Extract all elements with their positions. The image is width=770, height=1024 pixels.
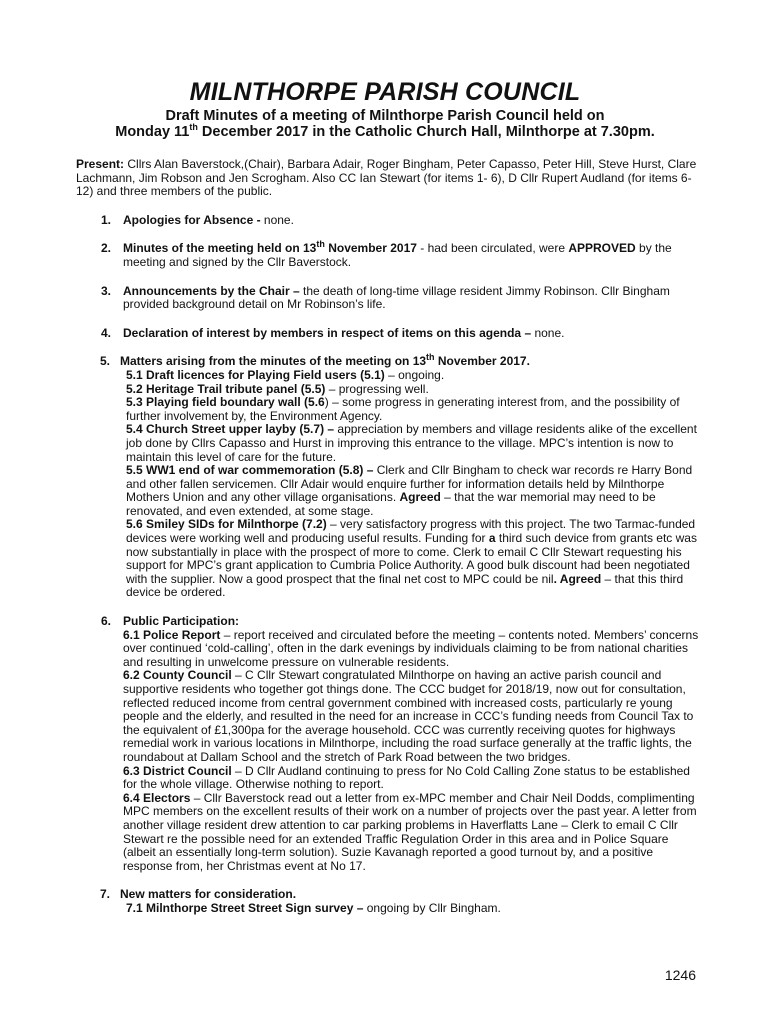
present-text: Cllrs Alan Baverstock,(Chair), Barbara Adair, Roger Bingham, Peter Capasso, Peter Hill, Steve Hurst, Clare Lachmann, Jim Robson and Jen Scrogham. Also CC Ian Stewart (for items 1- 6), D Cllr Rupert Audland (for items 6-12) and three members of the public. xyxy=(76,157,697,199)
item-heading-post: November 2017. xyxy=(434,354,530,369)
sub-item-heading: 5.1 Draft licences for Playing Field users (5.1) xyxy=(126,367,389,382)
item-heading-sup: th xyxy=(316,239,325,250)
sub-item-text: – that the war memorial may need to be renovated, and even extended, at some stage. xyxy=(126,490,656,518)
item-text: none. xyxy=(263,212,294,227)
meeting-subtitle-line-1: Draft Minutes of a meeting of Milnthorpe Parish Council held on xyxy=(165,108,605,124)
item-text: the death of long-time village resident Jimmy Robinson. Cllr Bingham provided background detail on Mr Robinson’s life. xyxy=(123,283,670,312)
page-title: MILNTHORPE PARISH COUNCIL xyxy=(189,78,581,106)
item-heading: Apologies for Absence - xyxy=(123,212,264,227)
item-text: - had been circulated, were xyxy=(416,241,569,256)
item-heading: Public Participation: xyxy=(123,614,240,629)
sub-item-6-3 xyxy=(123,765,702,792)
present-paragraph xyxy=(76,158,702,199)
sub-item-5-5 xyxy=(126,464,702,518)
approved-label: APPROVED xyxy=(568,241,636,256)
sub-item-heading: 6.2 County Council xyxy=(123,668,232,683)
minutes-body xyxy=(76,158,702,931)
item-text: by the meeting and signed by the Cllr Baverstock. xyxy=(123,241,672,269)
sub-item-5-6 xyxy=(126,518,702,600)
item-heading-pre: Matters arising from the minutes of the meeting on 13 xyxy=(120,354,427,369)
item-number: 4. xyxy=(101,325,112,340)
item-heading xyxy=(123,241,417,255)
meeting-date-sup: th xyxy=(189,122,198,133)
sub-item-5-4 xyxy=(126,423,702,464)
sub-item-heading: 5.3 Playing field boundary wall (5.6 xyxy=(126,395,325,410)
sub-item-text: – progressing well. xyxy=(328,381,429,396)
sub-item-6-2 xyxy=(123,669,702,764)
sub-item-text: – very satisfactory progress with this project. The two Tarmac-funded devices were working well and producing useful results. Funding for xyxy=(126,517,696,546)
item-heading-pre: Minutes of the meeting held on 13 xyxy=(123,241,317,256)
item-heading-sup: th xyxy=(426,352,435,363)
item-heading: New matters for consideration. xyxy=(120,887,297,902)
present-label: Present: xyxy=(76,157,125,171)
meeting-date-pre: Monday 11 xyxy=(115,124,190,140)
sub-item-text: – D Cllr Audland continuing to press for No Cold Calling Zone status to be established for the whole village. Otherwise nothing to report. xyxy=(123,763,690,792)
sub-item-text: third such device from grants etc was now substantially in place with the prospect of more to come. Clerk to email C Cllr Stewart requesting his support for MPC’s grant application to Cumbria Police Authority. A good bulk discount had been negotiated with the supplier. Now a good prospect that the final net cost to MPC could be nil xyxy=(126,531,697,586)
sub-item-text: – that this third device be ordered. xyxy=(126,571,684,600)
item-heading: Declaration of interest by members in respect of items on this agenda – xyxy=(123,325,535,340)
item-number: 6. xyxy=(101,614,112,629)
sub-item-heading: 6.1 Police Report xyxy=(123,627,221,642)
sub-item-5-1 xyxy=(126,369,702,383)
sub-item-bold: a xyxy=(488,531,496,546)
sub-item-heading: 5.5 WW1 end of war commemoration (5.8) – xyxy=(126,463,377,478)
page-number: 1246 xyxy=(664,967,696,983)
sub-item-text: – C Cllr Stewart congratulated Milnthorpe on having an active parish council and supportive residents who together got things done. The CCC budget for 2018/19, now out for consultation, reflected reduced income from central government combined with increased costs, particularly re young people and the elderly, and resulted in the need for an increase in CCC’s funding needs from Council Tax to the equivalent of £1,300pa for the average household. CCC was currently receiving quotes for highways remedial work in various locations in Milnthorpe, including the road surface generally at the traffic lights, the roundabout at Dallam School and the stretch of Park Road between the two bridges. xyxy=(123,668,694,764)
meeting-subtitle-line-2 xyxy=(0,124,770,140)
sub-item-heading: 6.3 District Council xyxy=(123,763,232,778)
agreed-label: . Agreed xyxy=(553,571,602,586)
item-text: none. xyxy=(534,325,565,340)
meeting-date-post: December 2017 in the Catholic Church Hall, Milnthorpe at 7.30pm. xyxy=(197,124,655,140)
sub-item-text: – ongoing. xyxy=(388,367,445,382)
item-number: 5. xyxy=(100,354,111,369)
item-number: 7. xyxy=(100,887,111,902)
agenda-item-6 xyxy=(76,615,702,873)
sub-item-heading: 6.4 Electors xyxy=(123,790,191,805)
sub-item-text: appreciation by members and village residents alike of the excellent job done by Cllrs Capasso and Hurst in improving this entrance to the village. MPC’s intention is now to maintain this level of care for the future. xyxy=(126,422,697,464)
agenda-item-4 xyxy=(76,327,702,341)
agenda-item-7 xyxy=(76,888,702,915)
agenda-item-1 xyxy=(76,214,702,228)
item-heading: Announcements by the Chair – xyxy=(123,283,304,298)
sub-item-text: – Cllr Baverstock read out a letter from ex-MPC member and Chair Neil Dodds, complimenting MPC members on the excellent results of their work on a number of projects over the past year. A letter from another village resident drew attention to car parking problems in Haverflatts Lane – Clerk to email C Cllr Stewart re the possible need for an extended Traffic Regulation Order in this area and in Police Square (albeit an essentially long-term solution). Suzie Kavanagh reported a good turnout by, and a positive response from, her Christmas event at No 17. xyxy=(123,790,697,873)
sub-item-text: Clerk and Cllr Bingham to check war records re Harry Bond and other fallen servicemen. Cllr Adair would enquire further for information details held by Milnthorpe Mothers Union and any other village organisations. xyxy=(126,463,693,505)
item-number: 2. xyxy=(101,241,112,256)
sub-item-6-4 xyxy=(123,792,702,874)
item-number: 1. xyxy=(101,212,112,227)
sub-item-5-3 xyxy=(126,396,702,423)
sub-item-text: ) – some progress in generating interest from, and the possibility of further involvement by, the Environment Agency. xyxy=(126,395,680,423)
sub-item-heading: 5.4 Church Street upper layby (5.7) – xyxy=(126,422,338,437)
item-number: 3. xyxy=(101,283,112,298)
sub-item-5-2 xyxy=(126,383,702,397)
sub-item-text: ongoing by Cllr Bingham. xyxy=(366,900,501,915)
sub-item-text: – report received and circulated before the meeting – contents noted. Members’ concerns over continued ‘cold-calling’, often in the dark evenings by individuals claiming to be from national charities and resulting in unwelcome pressure on vulnerable residents. xyxy=(123,627,699,669)
sub-item-6-1 xyxy=(123,629,702,670)
agreed-label: Agreed xyxy=(399,490,441,505)
sub-item-heading: 5.6 Smiley SIDs for Milnthorpe (7.2) xyxy=(126,517,331,532)
agenda-item-2 xyxy=(76,239,702,269)
sub-items xyxy=(126,369,702,600)
agenda-item-3 xyxy=(76,285,702,312)
sub-item-7-1 xyxy=(126,902,702,916)
sub-item-heading: 7.1 Milnthorpe Street Street Sign survey – xyxy=(126,900,367,915)
sub-item-heading: 5.2 Heritage Trail tribute panel (5.5) xyxy=(126,381,329,396)
agenda-item-5 xyxy=(76,352,702,600)
item-heading xyxy=(120,352,702,369)
item-heading-post: November 2017 xyxy=(324,241,417,256)
